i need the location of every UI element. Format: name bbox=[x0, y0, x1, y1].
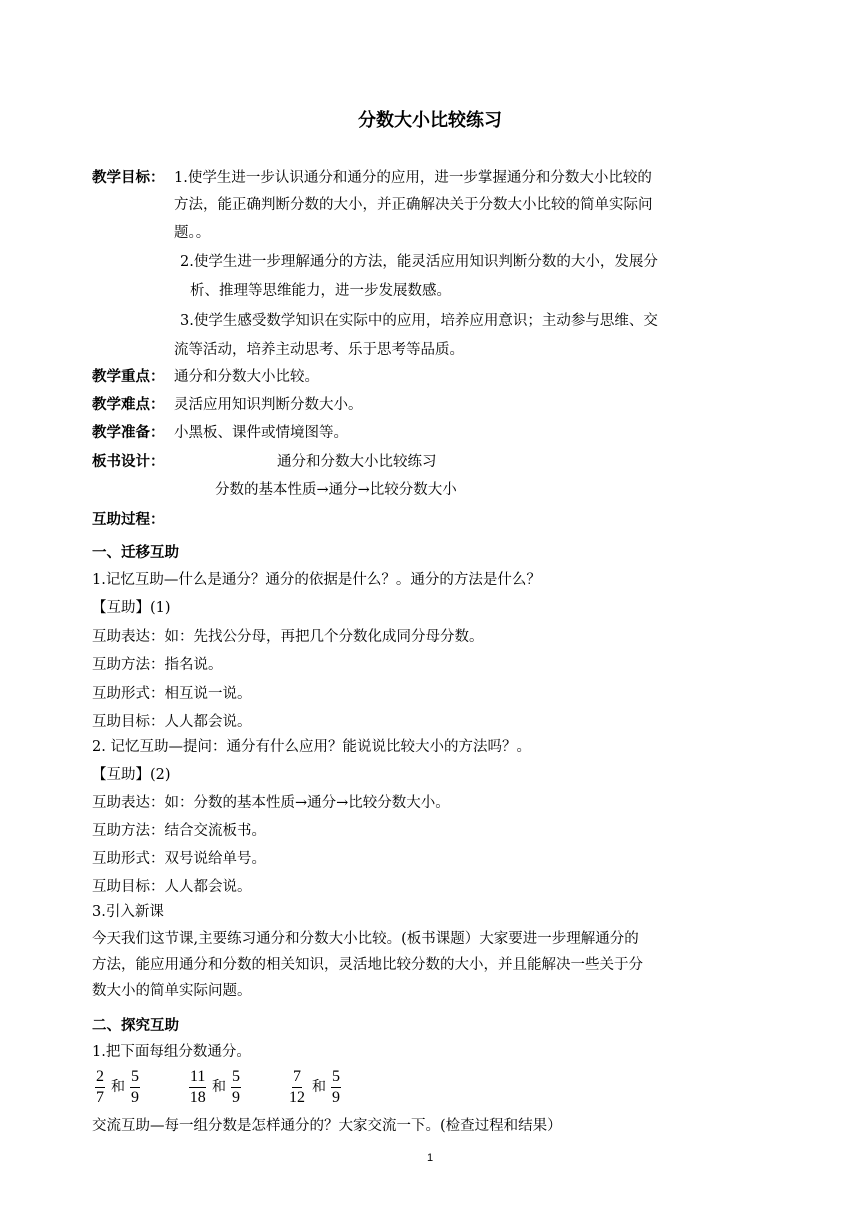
help-2-method: 互助方法：结合交流板书。 bbox=[92, 823, 266, 839]
fraction-pair-1-b bbox=[130, 1068, 140, 1107]
goal-1-line-1: 1.使学生进一步认识通分和通分的应用，进一步掌握通分和分数大小比较的 bbox=[174, 170, 652, 186]
goals-label: 教学目标： bbox=[92, 170, 165, 186]
difficulty-text: 灵活应用知识判断分数大小。 bbox=[174, 397, 363, 413]
goal-3-line-1: 3.使学生感受数学知识在实际中的应用，培养应用意识；主动参与思维、交 bbox=[180, 313, 658, 329]
goal-1-line-2: 方法，能正确判断分数的大小，并正确解决关于分数大小比较的简单实际问 bbox=[174, 197, 653, 213]
intro-line-2: 方法，能应用通分和分数的相关知识，灵活地比较分数的大小，并且能解决一些关于分 bbox=[92, 957, 643, 973]
question-2: 2. 记忆互助—提问：通分有什么应用？能说说比较大小的方法吗？。 bbox=[92, 739, 531, 755]
exchange-text: 交流互助—每一组分数是怎样通分的？大家交流一下。(检查过程和结果） bbox=[92, 1118, 562, 1134]
goal-2-line-2: 析、推理等思维能力，进一步发展数感。 bbox=[190, 283, 451, 299]
fraction-pair-1-a bbox=[95, 1068, 105, 1107]
fraction-pair-2-a bbox=[189, 1068, 206, 1107]
and-connector: 和 bbox=[312, 1079, 326, 1095]
fraction-denominator: 9 bbox=[131, 1089, 139, 1106]
help-1-method: 互助方法：指名说。 bbox=[92, 657, 223, 673]
goal-3-line-2: 流等活动，培养主动思考、乐于思考等品质。 bbox=[174, 342, 464, 358]
help-2-heading: 【互助】(2) bbox=[92, 767, 171, 783]
fraction-numerator: 5 bbox=[331, 1068, 341, 1088]
fraction-denominator: 7 bbox=[96, 1089, 104, 1106]
fraction-numerator: 5 bbox=[130, 1068, 140, 1088]
difficulty-label: 教学难点： bbox=[92, 397, 165, 413]
board-flow: 分数的基本性质→通分→比较分数大小 bbox=[215, 482, 457, 498]
and-connector: 和 bbox=[111, 1079, 125, 1095]
help-2-expression: 互助表达：如：分数的基本性质→通分→比较分数大小。 bbox=[92, 795, 450, 811]
section-2-heading: 二、探究互助 bbox=[92, 1018, 179, 1034]
page-number: 1 bbox=[426, 1152, 434, 1164]
question-1: 1.记忆互助—什么是通分？通分的依据是什么？。通分的方法是什么？ bbox=[92, 572, 541, 588]
fraction-numerator: 11 bbox=[189, 1068, 206, 1088]
prep-label: 教学准备： bbox=[92, 425, 165, 441]
fraction-denominator: 9 bbox=[332, 1089, 340, 1106]
help-2-goal: 互助目标：人人都会说。 bbox=[92, 879, 252, 895]
page-title: 分数大小比较练习 bbox=[358, 110, 502, 131]
help-1-expression: 互助表达：如：先找公分母，再把几个分数化成同分母分数。 bbox=[92, 629, 484, 645]
fraction-denominator: 18 bbox=[189, 1089, 206, 1106]
fraction-numerator: 5 bbox=[231, 1068, 241, 1088]
fraction-numerator: 2 bbox=[95, 1068, 105, 1088]
key-text: 通分和分数大小比较。 bbox=[174, 369, 319, 385]
process-label: 互助过程： bbox=[92, 512, 165, 528]
help-1-form: 互助形式：相互说一说。 bbox=[92, 686, 252, 702]
help-1-heading: 【互助】(1) bbox=[92, 600, 171, 616]
key-label: 教学重点： bbox=[92, 369, 165, 385]
fraction-denominator: 12 bbox=[289, 1089, 305, 1106]
board-title: 通分和分数大小比较练习 bbox=[277, 454, 437, 470]
intro-line-1: 今天我们这节课,主要练习通分和分数大小比较。(板书课题）大家要进一步理解通分的 bbox=[92, 931, 639, 947]
prep-text: 小黑板、课件或情境图等。 bbox=[174, 425, 348, 441]
goal-1-line-3: 题。。 bbox=[174, 225, 211, 241]
help-1-goal: 互助目标：人人都会说。 bbox=[92, 714, 252, 730]
fraction-denominator: 9 bbox=[232, 1089, 240, 1106]
and-connector: 和 bbox=[212, 1079, 226, 1095]
task-1: 1.把下面每组分数通分。 bbox=[92, 1044, 251, 1060]
fraction-pair-3-a bbox=[289, 1068, 305, 1107]
question-3: 3.引入新课 bbox=[92, 904, 164, 920]
fraction-numerator: 7 bbox=[292, 1068, 302, 1088]
fraction-pair-2-b bbox=[231, 1068, 241, 1107]
board-label: 板书设计： bbox=[92, 454, 165, 470]
goal-2-line-1: 2.使学生进一步理解通分的方法，能灵活应用知识判断分数的大小，发展分 bbox=[180, 254, 658, 270]
section-1-heading: 一、迁移互助 bbox=[92, 545, 179, 561]
fraction-pair-3-b bbox=[331, 1068, 341, 1107]
intro-line-3: 数大小的简单实际问题。 bbox=[92, 983, 252, 999]
help-2-form: 互助形式：双号说给单号。 bbox=[92, 851, 266, 867]
